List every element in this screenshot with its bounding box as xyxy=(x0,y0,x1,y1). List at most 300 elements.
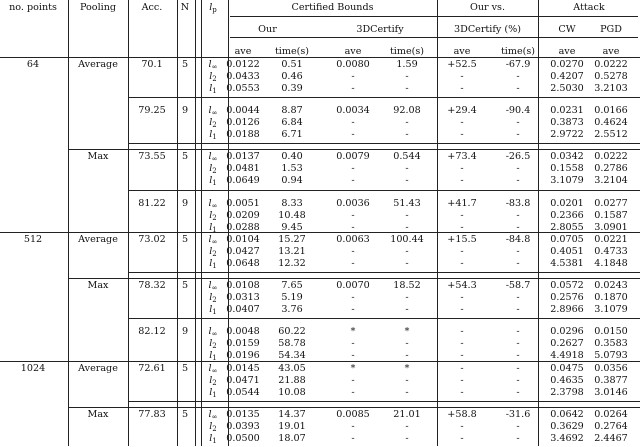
column-divider xyxy=(201,0,202,446)
table-cell: - xyxy=(405,338,409,349)
table-cell: - xyxy=(351,292,355,303)
table-cell: 0.0243 xyxy=(594,280,628,291)
table-cell: 5.0793 xyxy=(594,350,628,361)
table-cell: 0.0044 xyxy=(226,105,260,116)
table-cell: - xyxy=(405,163,409,174)
table-cell: - xyxy=(351,129,355,140)
table-cell: - xyxy=(405,83,409,94)
table-cell: 0.0201 xyxy=(550,198,584,209)
rule-line xyxy=(128,143,640,144)
table-cell: 0.4207 xyxy=(550,71,584,82)
cell-norm: $l_2$ xyxy=(209,338,217,350)
table-cell: -83.8 xyxy=(505,198,531,209)
cell-no-points: 512 xyxy=(23,234,43,245)
rule-line xyxy=(68,149,640,150)
table-cell: 1.53 xyxy=(281,163,303,174)
cell-n: 9 xyxy=(181,105,189,116)
header-3dcertify-pct: 3DCertify (%) xyxy=(454,24,521,35)
cell-norm: $l_1$ xyxy=(209,304,217,316)
table-cell: 2.5030 xyxy=(550,83,584,94)
cell-norm: $l_2$ xyxy=(209,117,217,129)
table-cell: 21.88 xyxy=(278,375,306,386)
subheader-ave: ave xyxy=(602,46,620,57)
table-cell: - xyxy=(405,175,409,186)
table-cell: - xyxy=(516,222,520,233)
table-cell: - xyxy=(460,338,464,349)
table-cell: 3.2104 xyxy=(594,175,628,186)
table-cell: 4.1848 xyxy=(594,258,628,269)
table-cell: 6.84 xyxy=(281,117,303,128)
header-3dcertify: 3DCertify xyxy=(356,24,404,35)
column-divider xyxy=(177,0,178,446)
table-cell: 8.33 xyxy=(281,198,303,209)
table-cell: - xyxy=(405,292,409,303)
cell-norm: $l_\infty$ xyxy=(208,234,218,246)
table-cell: - xyxy=(516,387,520,398)
cell-norm: $l_\infty$ xyxy=(208,198,218,210)
table-cell: 3.4692 xyxy=(550,433,584,444)
table-cell: - xyxy=(516,338,520,349)
header-n: N xyxy=(180,2,190,13)
table-cell: 0.0427 xyxy=(226,246,260,257)
table-cell: 0.0649 xyxy=(226,175,260,186)
table-cell: - xyxy=(405,421,409,432)
table-cell: - xyxy=(516,350,520,361)
table-cell: - xyxy=(351,175,355,186)
table-cell: - xyxy=(460,304,464,315)
cell-n: 5 xyxy=(181,59,189,70)
column-divider xyxy=(228,0,229,446)
table-cell: * xyxy=(350,363,356,374)
table-cell: 0.1558 xyxy=(550,163,584,174)
table-cell: - xyxy=(460,222,464,233)
column-divider xyxy=(128,0,129,446)
cell-norm: $l_2$ xyxy=(209,292,217,304)
table-cell: 0.0277 xyxy=(594,198,628,209)
table-cell: 58.78 xyxy=(278,338,306,349)
header-certified-bounds: Certified Bounds xyxy=(291,2,374,13)
table-cell: - xyxy=(516,421,520,432)
table-cell: - xyxy=(405,71,409,82)
table-cell: - xyxy=(460,129,464,140)
table-cell: 21.01 xyxy=(393,409,421,420)
cell-norm: $l_\infty$ xyxy=(208,280,218,292)
cell-norm: $l_2$ xyxy=(209,163,217,175)
table-cell: * xyxy=(350,326,356,337)
table-cell: 19.01 xyxy=(278,421,306,432)
table-cell: - xyxy=(351,338,355,349)
cell-norm: $l_1$ xyxy=(209,175,217,187)
table-cell: -67.9 xyxy=(505,59,531,70)
table-cell: -31.6 xyxy=(505,409,531,420)
table-cell: 0.40 xyxy=(281,151,303,162)
table-cell: - xyxy=(351,387,355,398)
table-cell: 6.71 xyxy=(281,129,303,140)
header-no-points: no. points xyxy=(9,2,57,13)
table-cell: - xyxy=(516,71,520,82)
table-cell: 0.0475 xyxy=(550,363,584,374)
table-cell: - xyxy=(405,129,409,140)
subheader-ave: ave xyxy=(344,46,362,57)
table-cell: - xyxy=(516,433,520,444)
table-cell: 0.544 xyxy=(393,151,421,162)
header-our-vs: Our vs. xyxy=(469,2,506,13)
table-cell: 0.4733 xyxy=(594,246,628,257)
cell-n: 9 xyxy=(181,326,189,337)
subheader-time: time(s) xyxy=(500,46,536,57)
rule-line xyxy=(230,37,638,38)
table-cell: 18.07 xyxy=(278,433,306,444)
table-cell: - xyxy=(351,304,355,315)
table-cell: - xyxy=(516,117,520,128)
table-cell: - xyxy=(516,326,520,337)
table-cell: - xyxy=(516,210,520,221)
table-cell: 60.22 xyxy=(278,326,306,337)
cell-norm: $l_1$ xyxy=(209,222,217,234)
table-cell: 0.0036 xyxy=(336,198,370,209)
table-cell: 5.19 xyxy=(281,292,303,303)
table-cell: 3.2103 xyxy=(594,83,628,94)
table-cell: 0.0222 xyxy=(594,151,628,162)
cell-acc: 82.12 xyxy=(138,326,166,337)
table-cell: - xyxy=(460,421,464,432)
header-our: Our xyxy=(258,24,277,35)
cell-no-points: 64 xyxy=(26,59,40,70)
table-cell: - xyxy=(460,326,464,337)
table-cell: +54.3 xyxy=(447,280,477,291)
rule-line xyxy=(128,97,640,98)
table-cell: - xyxy=(351,210,355,221)
cell-pooling: Max xyxy=(87,280,109,291)
table-cell: 0.0079 xyxy=(336,151,370,162)
table-cell: 0.0104 xyxy=(226,234,260,245)
table-cell: - xyxy=(351,163,355,174)
cell-acc: 79.25 xyxy=(138,105,166,116)
header-attack: Attack xyxy=(573,2,605,13)
table-cell: * xyxy=(404,363,410,374)
cell-acc: 81.22 xyxy=(138,198,166,209)
cell-norm: $l_\infty$ xyxy=(208,151,218,163)
table-cell: - xyxy=(405,222,409,233)
cell-norm: $l_1$ xyxy=(209,387,217,399)
cell-acc: 73.02 xyxy=(138,234,166,245)
table-cell: 0.0296 xyxy=(550,326,584,337)
cell-acc: 73.55 xyxy=(138,151,166,162)
table-cell: -84.8 xyxy=(505,234,531,245)
table-cell: - xyxy=(516,175,520,186)
table-cell: 18.52 xyxy=(393,280,421,291)
table-cell: 0.0080 xyxy=(336,59,370,70)
table-cell: 10.08 xyxy=(278,387,306,398)
table-cell: 0.0648 xyxy=(226,258,260,269)
table-cell: - xyxy=(351,83,355,94)
table-cell: 0.0166 xyxy=(594,105,628,116)
cell-n: 5 xyxy=(181,280,189,291)
table-cell: - xyxy=(405,246,409,257)
column-divider xyxy=(538,0,539,446)
cell-pooling: Max xyxy=(87,409,109,420)
table-cell: 0.0313 xyxy=(226,292,260,303)
cell-norm: $l_\infty$ xyxy=(208,409,218,421)
table-cell: 0.0572 xyxy=(550,280,584,291)
table-cell: 2.5512 xyxy=(594,129,628,140)
subheader-ave: ave xyxy=(234,46,252,57)
table-cell: 0.0051 xyxy=(226,198,260,209)
rule-line xyxy=(128,318,640,319)
table-cell: 2.4467 xyxy=(594,433,628,444)
table-cell: - xyxy=(516,129,520,140)
table-cell: 3.0901 xyxy=(594,222,628,233)
table-cell: 0.2366 xyxy=(550,210,584,221)
rule-line xyxy=(128,190,640,191)
table-cell: +58.8 xyxy=(447,409,477,420)
cell-norm: $l_\infty$ xyxy=(208,59,218,71)
table-cell: - xyxy=(405,210,409,221)
table-cell: 0.0108 xyxy=(226,280,260,291)
table-cell: 0.94 xyxy=(281,175,303,186)
table-cell: 0.5278 xyxy=(594,71,628,82)
cell-norm: $l_\infty$ xyxy=(208,326,218,338)
table-cell: 0.51 xyxy=(281,59,303,70)
cell-acc: 70.1 xyxy=(141,59,163,70)
table-cell: 92.08 xyxy=(393,105,421,116)
table-cell: - xyxy=(351,117,355,128)
table-cell: - xyxy=(460,163,464,174)
table-cell: - xyxy=(460,258,464,269)
table-cell: 0.0063 xyxy=(336,234,370,245)
table-cell: 0.1870 xyxy=(594,292,628,303)
cell-pooling: Average xyxy=(78,59,118,70)
table-cell: 43.05 xyxy=(278,363,306,374)
subheader-time: time(s) xyxy=(274,46,310,57)
table-cell: - xyxy=(516,375,520,386)
rule-line xyxy=(128,401,640,402)
table-cell: 0.0221 xyxy=(594,234,628,245)
table-cell: 0.0145 xyxy=(226,363,260,374)
table-cell: 100.44 xyxy=(390,234,424,245)
table-cell: +73.4 xyxy=(447,151,477,162)
subheader-ave: ave xyxy=(558,46,576,57)
table-cell: - xyxy=(405,375,409,386)
table-cell: 0.0481 xyxy=(226,163,260,174)
cell-n: 9 xyxy=(181,198,189,209)
cell-acc: 77.83 xyxy=(138,409,166,420)
table-cell: 0.0048 xyxy=(226,326,260,337)
header-pgd: PGD xyxy=(600,24,622,35)
table-cell: 7.65 xyxy=(281,280,303,291)
table-cell: -26.5 xyxy=(505,151,531,162)
column-divider xyxy=(68,0,69,446)
rule-line xyxy=(0,57,640,58)
table-cell: 2.8966 xyxy=(550,304,584,315)
cell-acc: 78.32 xyxy=(138,280,166,291)
table-cell: - xyxy=(516,246,520,257)
table-cell: 0.0085 xyxy=(336,409,370,420)
column-divider xyxy=(437,0,438,446)
table-cell: 0.3583 xyxy=(594,338,628,349)
table-cell: - xyxy=(405,350,409,361)
table-cell: 0.2786 xyxy=(594,163,628,174)
cell-norm: $l_1$ xyxy=(209,350,217,362)
cell-norm: $l_1$ xyxy=(209,83,217,95)
subheader-ave: ave xyxy=(453,46,471,57)
table-cell: 0.39 xyxy=(281,83,303,94)
table-cell: 1.59 xyxy=(396,59,418,70)
table-cell: 0.2627 xyxy=(550,338,584,349)
table-cell: - xyxy=(405,258,409,269)
table-cell: 8.87 xyxy=(281,105,303,116)
table-cell: -90.4 xyxy=(505,105,531,116)
cell-norm: $l_2$ xyxy=(209,71,217,83)
table-cell: -58.7 xyxy=(505,280,531,291)
table-cell: 0.3873 xyxy=(550,117,584,128)
table-cell: 54.34 xyxy=(278,350,306,361)
rule-line xyxy=(68,407,640,408)
cell-n: 5 xyxy=(181,363,189,374)
table-cell: 0.46 xyxy=(281,71,303,82)
header-acc: Acc. xyxy=(141,2,163,13)
table-cell: 0.0500 xyxy=(226,433,260,444)
table-cell: - xyxy=(460,246,464,257)
table-cell: 0.0150 xyxy=(594,326,628,337)
rule-line xyxy=(230,16,638,17)
table-cell: +41.7 xyxy=(447,198,477,209)
table-cell: +29.4 xyxy=(447,105,477,116)
cell-pooling: Max xyxy=(87,151,109,162)
rule-line xyxy=(68,278,640,279)
cell-acc: 72.61 xyxy=(138,363,166,374)
table-cell: - xyxy=(460,117,464,128)
table-cell: 0.0288 xyxy=(226,222,260,233)
table-cell: - xyxy=(460,71,464,82)
table-cell: 0.0471 xyxy=(226,375,260,386)
table-cell: 0.0196 xyxy=(226,350,260,361)
table-cell: - xyxy=(351,350,355,361)
table-cell: 3.0146 xyxy=(594,387,628,398)
cell-n: 5 xyxy=(181,234,189,245)
table-cell: 0.0137 xyxy=(226,151,260,162)
cell-norm: $l_\infty$ xyxy=(208,363,218,375)
table-cell: 51.43 xyxy=(393,198,421,209)
table-cell: - xyxy=(351,433,355,444)
rule-line xyxy=(0,232,640,233)
table-cell: 0.0122 xyxy=(226,59,260,70)
table-cell: - xyxy=(351,375,355,386)
table-cell: 3.1079 xyxy=(594,304,628,315)
table-cell: 4.5381 xyxy=(550,258,584,269)
table-cell: 0.4635 xyxy=(550,375,584,386)
table-cell: 0.4051 xyxy=(550,246,584,257)
table-cell: 2.3798 xyxy=(550,387,584,398)
table-cell: 12.32 xyxy=(278,258,306,269)
table-cell: 0.0188 xyxy=(226,129,260,140)
header-lp: $l_p$ xyxy=(209,2,217,14)
table-cell: - xyxy=(460,387,464,398)
table-cell: 0.0135 xyxy=(226,409,260,420)
table-cell: 0.0433 xyxy=(226,71,260,82)
table-cell: 0.0356 xyxy=(594,363,628,374)
cell-norm: $l_1$ xyxy=(209,129,217,141)
table-cell: 0.3877 xyxy=(594,375,628,386)
table-cell: 0.0553 xyxy=(226,83,260,94)
table-cell: 0.2576 xyxy=(550,292,584,303)
table-cell: 0.0034 xyxy=(336,105,370,116)
table-cell: * xyxy=(404,326,410,337)
table-cell: - xyxy=(460,433,464,444)
cell-norm: $l_2$ xyxy=(209,210,217,222)
header-pooling: Pooling xyxy=(79,2,117,13)
table-cell: 10.48 xyxy=(278,210,306,221)
table-cell: 0.0407 xyxy=(226,304,260,315)
table-cell: 0.0231 xyxy=(550,105,584,116)
table-cell: - xyxy=(516,292,520,303)
table-cell: 0.0544 xyxy=(226,387,260,398)
table-cell: 3.76 xyxy=(281,304,303,315)
table-cell: 0.0209 xyxy=(226,210,260,221)
table-cell: - xyxy=(516,83,520,94)
table-cell: 4.4918 xyxy=(550,350,584,361)
table-cell: 0.0270 xyxy=(550,59,584,70)
column-divider xyxy=(195,0,196,446)
table-cell: - xyxy=(351,421,355,432)
rule-line xyxy=(128,272,640,273)
table-cell: - xyxy=(516,304,520,315)
table-cell: - xyxy=(405,117,409,128)
table-cell: 13.21 xyxy=(278,246,306,257)
rule-line xyxy=(0,361,640,362)
table-cell: - xyxy=(516,163,520,174)
subheader-time: time(s) xyxy=(389,46,425,57)
cell-n: 5 xyxy=(181,151,189,162)
table-cell: 2.9722 xyxy=(550,129,584,140)
cell-norm: $l_1$ xyxy=(209,258,217,270)
table-cell: 2.8055 xyxy=(550,222,584,233)
cell-n: 5 xyxy=(181,409,189,420)
table-cell: 15.27 xyxy=(278,234,306,245)
cell-no-points: 1024 xyxy=(20,363,46,374)
table-cell: 3.1079 xyxy=(550,175,584,186)
table-cell: - xyxy=(460,210,464,221)
table-cell: - xyxy=(516,363,520,374)
table-cell: - xyxy=(351,71,355,82)
cell-pooling: Average xyxy=(78,363,118,374)
table-cell: +15.5 xyxy=(447,234,477,245)
table-cell: - xyxy=(460,292,464,303)
table-cell: - xyxy=(460,363,464,374)
table-cell: - xyxy=(516,258,520,269)
table-cell: 14.37 xyxy=(278,409,306,420)
table-cell: 0.4624 xyxy=(594,117,628,128)
table-cell: 0.0126 xyxy=(226,117,260,128)
cell-norm: $l_2$ xyxy=(209,375,217,387)
table-cell: - xyxy=(351,222,355,233)
table-cell: 0.0642 xyxy=(550,409,584,420)
table-cell: - xyxy=(460,350,464,361)
table-cell: 0.0222 xyxy=(594,59,628,70)
table-cell: - xyxy=(405,387,409,398)
table-cell: - xyxy=(351,246,355,257)
table-cell: - xyxy=(460,83,464,94)
table-cell: - xyxy=(405,433,409,444)
header-cw: CW xyxy=(558,24,576,35)
cell-norm: $l_2$ xyxy=(209,246,217,258)
table-cell: 0.0393 xyxy=(226,421,260,432)
table-cell: - xyxy=(351,258,355,269)
table-cell: - xyxy=(405,304,409,315)
table-cell: 0.0342 xyxy=(550,151,584,162)
table-cell: 9.45 xyxy=(281,222,303,233)
table-cell: 0.1587 xyxy=(594,210,628,221)
